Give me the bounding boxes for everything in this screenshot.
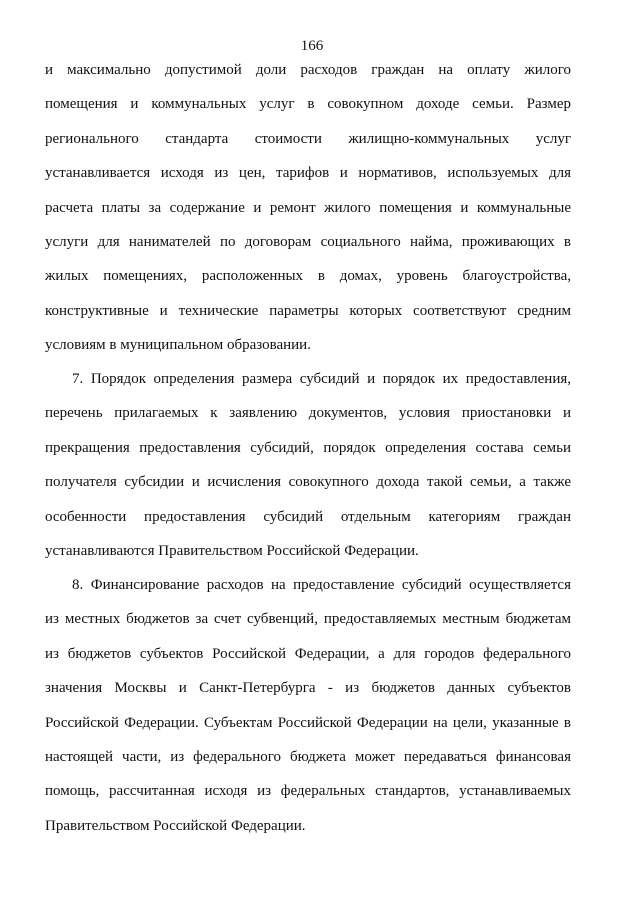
text-line: устанавливается исходя из цен, тарифов и нормативов, используемых для [45, 165, 571, 182]
paragraph-continuation [45, 53, 571, 363]
text-line: из местных бюджетов за счет субвенций, предоставляемых местным бюджетам [45, 611, 571, 628]
text-line: регионального стандарта стоимости жилищно-коммунальных услуг [45, 130, 571, 147]
paragraph-item-7 [45, 362, 571, 568]
text-line: жилых помещениях, расположенных в домах, уровень благоустройства, [45, 268, 571, 285]
text-line: конструктивные и технические параметры которых соответствуют средним [45, 302, 571, 319]
text-line: настоящей части, из федерального бюджета может передаваться финансовая [45, 748, 571, 765]
text-line: и максимально допустимой доли расходов граждан на оплату жилого [45, 62, 571, 78]
text-line: прекращения предоставления субсидий, порядок определения состава семьи [45, 439, 571, 456]
text-line: Правительством Российской Федерации. [45, 817, 306, 834]
text-line: услуги для нанимателей по договорам социального найма, проживающих в [45, 233, 571, 250]
text-line: 8. Финансирование расходов на предоставление субсидий осуществляется [72, 577, 571, 593]
text-line: 7. Порядок определения размера субсидий и порядок их предоставления, [72, 371, 571, 387]
text-line: устанавливаются Правительством Российской Федерации. [45, 542, 419, 559]
text-line: условиям в муниципальном образовании. [45, 337, 311, 354]
text-line: перечень прилагаемых к заявлению документов, условия приостановки и [45, 405, 571, 422]
text-line: особенности предоставления субсидий отдельным категориям граждан [45, 508, 571, 525]
paragraph-item-8 [45, 568, 571, 843]
text-line: помещения и коммунальных услуг в совокупном доходе семьи. Размер [45, 96, 571, 113]
text-line: из бюджетов субъектов Российской Федерации, а для городов федерального [45, 645, 571, 662]
text-line: расчета платы за содержание и ремонт жилого помещения и коммунальные [45, 199, 571, 216]
text-line: значения Москвы и Санкт-Петербурга - из бюджетов данных субъектов [45, 680, 571, 697]
text-line: помощь, рассчитанная исходя из федеральных стандартов, устанавливаемых [45, 783, 571, 800]
page-number: 166 [300, 38, 324, 54]
text-line: получателя субсидии и исчисления совокупного дохода такой семьи, а также [45, 474, 571, 491]
text-line: Российской Федерации. Субъектам Российской Федерации на цели, указанные в [45, 714, 571, 731]
